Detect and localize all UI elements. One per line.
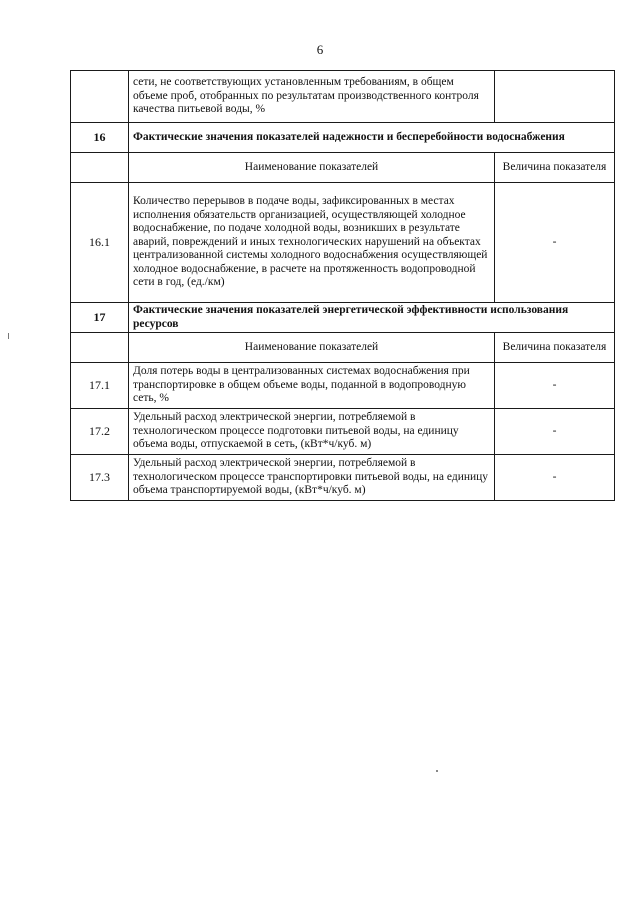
row-value: - (495, 455, 615, 501)
row-description: сети, не соответствующих установленным требованиям, в общем объеме проб, отобранных по результатам производственного контроля качества питьевой воды, % (129, 71, 495, 123)
column-header-number (71, 153, 129, 183)
section-header-16 (71, 123, 615, 153)
row-number: 16.1 (71, 183, 129, 303)
column-header-number (71, 333, 129, 363)
row-value: - (495, 409, 615, 455)
table-row (71, 183, 615, 303)
column-header-value: Величина показателя (495, 333, 615, 363)
row-description: Удельный расход электрической энергии, потребляемой в технологическом процессе подготовки питьевой воды, на единицу объема воды, отпускаемой в сеть, (кВт*ч/куб. м) (129, 409, 495, 455)
section-title: Фактические значения показателей энергетической эффективности использования ресурсов (129, 303, 615, 333)
row-description: Доля потерь воды в централизованных системах водоснабжения при транспортировке в общем объеме воды, поданной в водопроводную сеть, % (129, 363, 495, 409)
row-value: - (495, 363, 615, 409)
section-header-17 (71, 303, 615, 333)
column-header-value: Величина показателя (495, 153, 615, 183)
indicators-table (70, 70, 615, 501)
row-number: 17.1 (71, 363, 129, 409)
column-header-row (71, 153, 615, 183)
row-number-cell (71, 71, 129, 123)
column-header-name: Наименование показателей (129, 333, 495, 363)
row-value: - (495, 183, 615, 303)
section-number: 16 (71, 123, 129, 153)
scan-dust-mark (436, 770, 438, 772)
row-number: 17.2 (71, 409, 129, 455)
scan-margin-mark (8, 333, 9, 339)
table-row (71, 363, 615, 409)
table-row-continuation (71, 71, 615, 123)
row-description: Количество перерывов в подаче воды, зафиксированных в местах исполнения обязательств организацией, осуществляющей холодное водоснабжение, по подаче холодной воды, возникших в результате аварий, повреждений и иных технологических нарушений на объектах централизованной системы холодного водоснабжения осуществляющей холодное водоснабжение, в расчете на протяженность водопроводной сети в год, (ед./км) (129, 183, 495, 303)
section-number: 17 (71, 303, 129, 333)
row-number: 17.3 (71, 455, 129, 501)
page-number: 6 (316, 42, 324, 57)
row-description: Удельный расход электрической энергии, потребляемой в технологическом процессе транспортировки питьевой воды, на единицу объема транспортируемой воды, (кВт*ч/куб. м) (129, 455, 495, 501)
column-header-row (71, 333, 615, 363)
table-row (71, 455, 615, 501)
section-title: Фактические значения показателей надежности и бесперебойности водоснабжения (129, 123, 615, 153)
row-value (495, 71, 615, 123)
table-row (71, 409, 615, 455)
column-header-name: Наименование показателей (129, 153, 495, 183)
